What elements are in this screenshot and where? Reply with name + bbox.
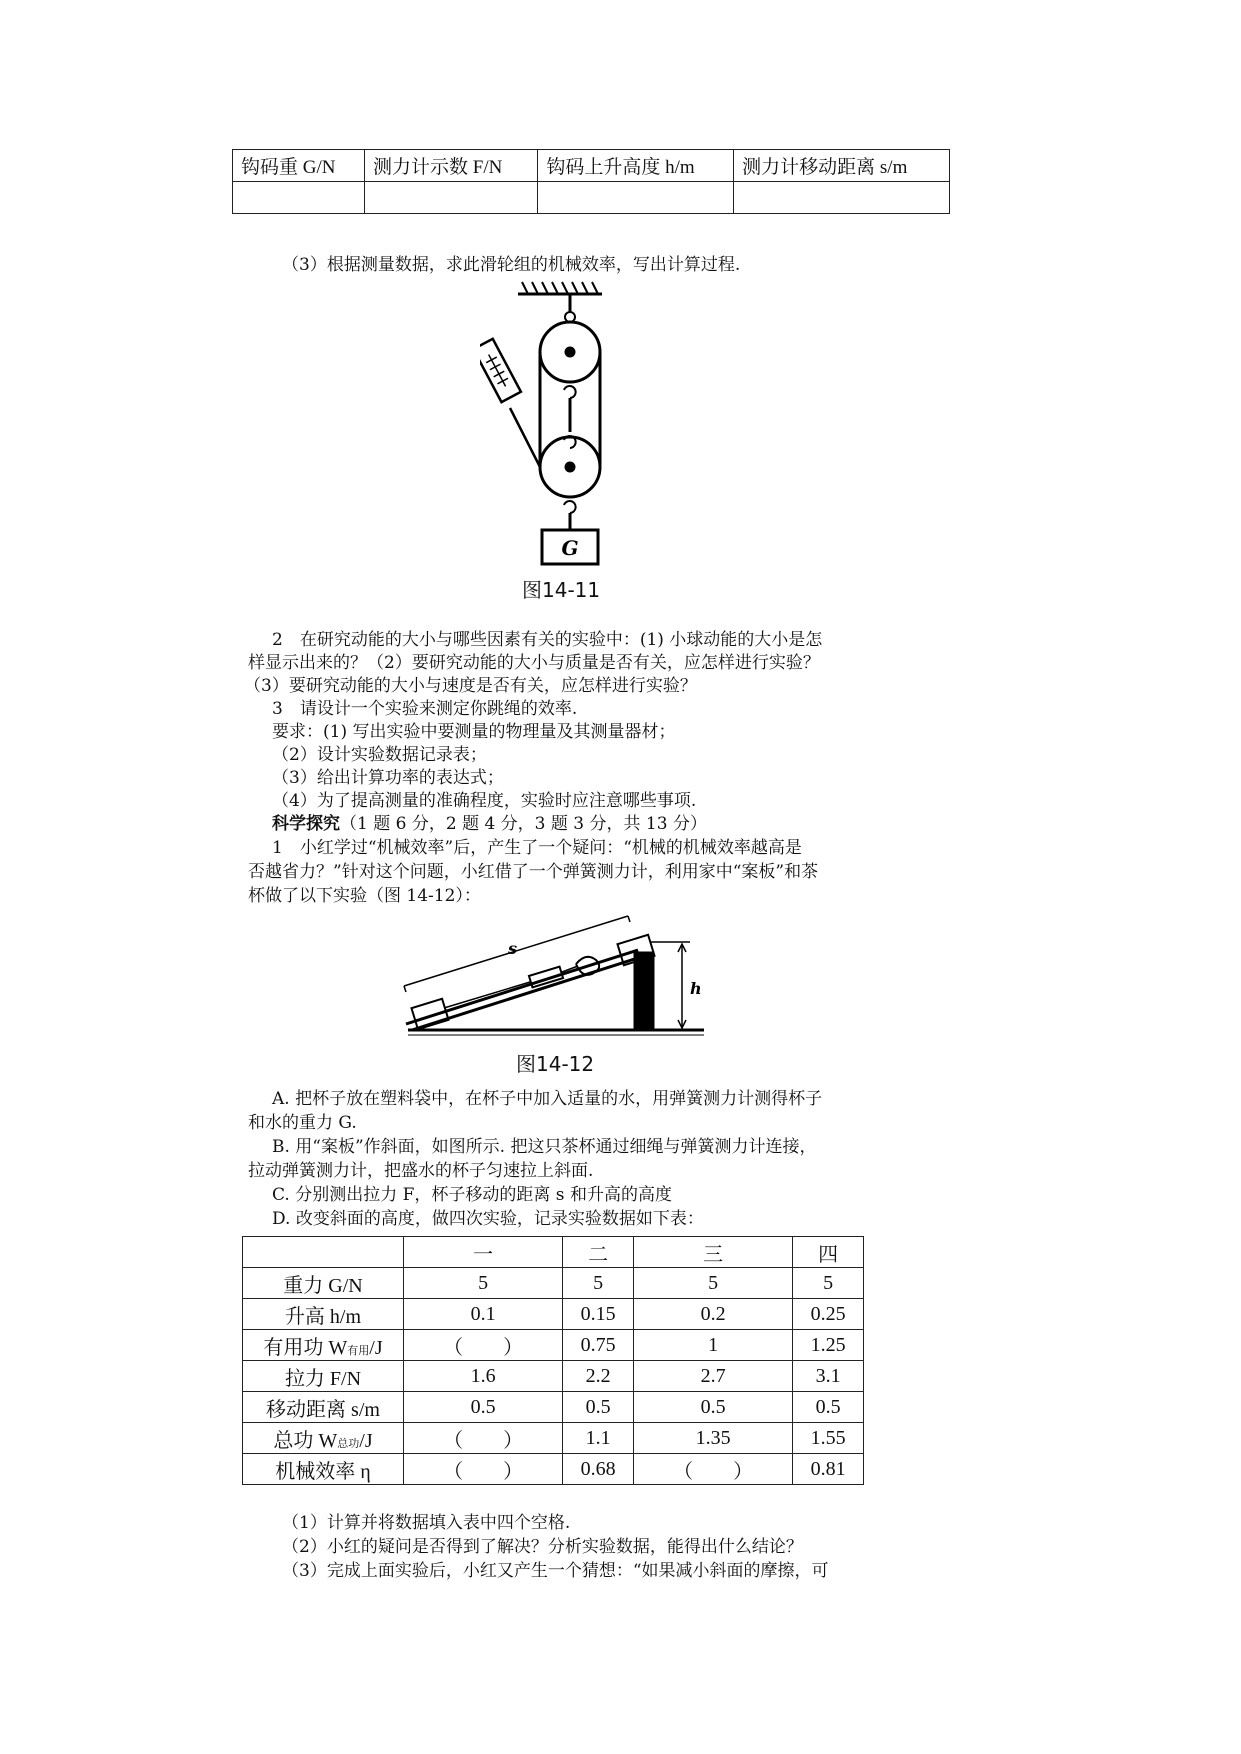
header-cell: 四 [793,1237,864,1268]
question-3-line: 3 请设计一个实验来测定你跳绳的效率. [272,699,578,719]
pulley-diagram [480,280,640,570]
weight-label: G [561,536,579,560]
distance-label: s [508,939,518,958]
table-cell: 0.1 [404,1299,563,1330]
row-label-main: 有用功 W [263,1336,348,1359]
science-q1-line: 否越省力？”针对这个问题，小红借了一个弹簧测力计，利用家中“案板”和茶 [248,862,819,882]
table-cell: 5 [404,1268,563,1299]
table-cell: 0.15 [563,1299,634,1330]
table-cell: 1.1 [563,1423,634,1454]
table-cell: 0.5 [404,1392,563,1423]
header-cell: 钩码重 G/N [233,150,365,182]
row-label-main: 总功 W [273,1429,338,1452]
row-label: 机械效率 η [243,1454,404,1485]
step-line: 拉动弹簧测力计，把盛水的杯子匀速拉上斜面. [248,1161,594,1181]
table-cell: 0.68 [563,1454,634,1485]
table-cell: 0.25 [793,1299,864,1330]
table-cell: 3.1 [793,1361,864,1392]
science-q1-line: 1 小红学过“机械效率”后，产生了一个疑问：“机械的机械效率越高是 [272,838,802,858]
section-heading [272,813,707,835]
row-label: 重力 G/N [243,1268,404,1299]
table-header-row [233,150,950,182]
header-cell: 二 [563,1237,634,1268]
table-row [243,1361,864,1392]
table-row [243,1392,864,1423]
step-line: D. 改变斜面的高度，做四次实验，记录实验数据如下表： [272,1209,704,1229]
question-3-text: （3）根据测量数据，求此滑轮组的机械效率，写出计算过程. [282,255,741,275]
row-label-unit: /J [369,1336,383,1359]
step-line: C. 分别测出拉力 F，杯子移动的距离 s 和升高的高度 [272,1185,672,1205]
table-row [243,1268,864,1299]
record-table [232,149,950,214]
table-cell: 2.7 [633,1361,792,1392]
table-cell: 0.5 [793,1392,864,1423]
row-label-unit: /J [359,1429,373,1452]
step-line: B. 用“案板”作斜面，如图所示. 把这只茶杯通过细绳与弹簧测力计连接， [272,1137,817,1157]
question-2-line: （3）要研究动能的大小与速度是否有关，应怎样进行实验？ [244,676,697,696]
table-cell: （ ） [633,1454,792,1485]
header-cell: 测力计示数 F/N [365,150,538,182]
followup-question: （2）小红的疑问是否得到了解决？分析实验数据，能得出什么结论？ [282,1537,803,1557]
question-2-line: 2 在研究动能的大小与哪些因素有关的实验中：(1) 小球动能的大小是怎 [272,630,823,650]
step-line: 和水的重力 G. [248,1113,357,1133]
table-row [243,1299,864,1330]
table-cell [233,182,365,214]
experiment-data-table [242,1236,864,1485]
row-label: 升高 h/m [243,1299,404,1330]
table-cell: 0.5 [633,1392,792,1423]
figure-caption: 图14-11 [522,578,601,602]
question-3-line: （3）给出计算功率的表达式； [272,768,504,788]
incline-diagram [400,912,712,1042]
question-3-line: 要求：(1) 写出实验中要测量的物理量及其测量器材； [272,722,676,742]
table-cell: （ ） [404,1454,563,1485]
header-cell [243,1237,404,1268]
table-row [243,1330,864,1361]
row-label [243,1423,404,1454]
header-cell: 钩码上升高度 h/m [538,150,734,182]
section-heading-title: 科学探究 [272,814,340,834]
row-label: 移动距离 s/m [243,1392,404,1423]
table-cell: 5 [563,1268,634,1299]
section-heading-score: （1 题 6 分，2 题 4 分，3 题 3 分，共 13 分） [340,814,707,834]
table-header-row [243,1237,864,1268]
followup-question: （1）计算并将数据填入表中四个空格. [282,1513,571,1533]
row-label-subscript: 总功 [337,1437,360,1450]
header-cell: 一 [404,1237,563,1268]
table-cell: 1.25 [793,1330,864,1361]
table-cell: （ ） [404,1330,563,1361]
step-line: A. 把杯子放在塑料袋中，在杯子中加入适量的水，用弹簧测力计测得杯子 [272,1089,823,1109]
question-3-line: （2）设计实验数据记录表； [272,745,487,765]
science-q1-line: 杯做了以下实验（图 14-12）： [248,886,481,906]
row-label-subscript: 有用 [347,1344,370,1357]
table-cell [538,182,734,214]
table-row [243,1454,864,1485]
question-3-line: （4）为了提高测量的准确程度，实验时应注意哪些事项. [272,791,697,811]
row-label [243,1330,404,1361]
table-cell: 1.6 [404,1361,563,1392]
table-cell: 1.55 [793,1423,864,1454]
table-row [233,182,950,214]
height-label: h [690,979,702,998]
row-label: 拉力 F/N [243,1361,404,1392]
table-cell: （ ） [404,1423,563,1454]
table-cell: 0.2 [633,1299,792,1330]
table-cell: 0.5 [563,1392,634,1423]
table-cell: 5 [793,1268,864,1299]
table-cell: 2.2 [563,1361,634,1392]
table-cell [365,182,538,214]
header-cell: 三 [633,1237,792,1268]
question-2-line: 样显示出来的？（2）要研究动能的大小与质量是否有关，应怎样进行实验？ [248,653,820,673]
table-cell: 0.75 [563,1330,634,1361]
table-row [243,1423,864,1454]
table-cell: 0.81 [793,1454,864,1485]
table-cell: 5 [633,1268,792,1299]
header-cell: 测力计移动距离 s/m [734,150,950,182]
followup-question: （3）完成上面实验后，小红又产生一个猜想：“如果减小斜面的摩擦，可 [282,1561,829,1581]
table-cell: 1 [633,1330,792,1361]
table-cell [734,182,950,214]
table-cell: 1.35 [633,1423,792,1454]
figure-caption: 图14-12 [516,1052,595,1076]
